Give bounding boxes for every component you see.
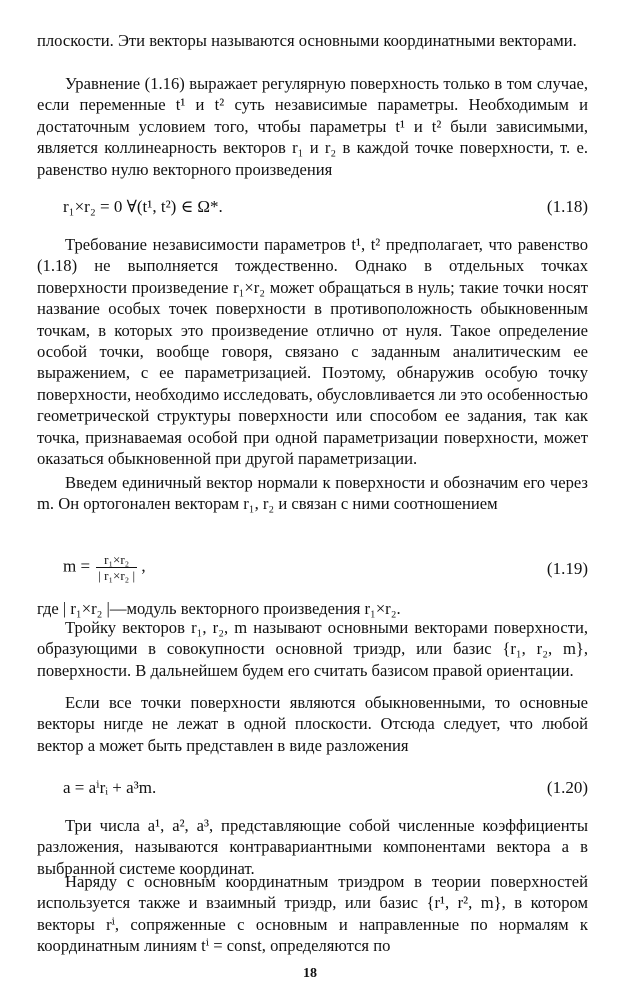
equation-1-20: [63, 777, 588, 801]
paragraph-triad: Тройку векторов r₁, r₂, m называют основными векторами поверхности, образующими в совокупности основной триэдр, или базис {r₁, r₂, m}, поверхности. В дальнейшем будем его считать базисом правой ориентации.: [37, 618, 588, 680]
equation-1-20-number: (1.20): [546, 778, 588, 797]
fraction: [96, 552, 137, 583]
equation-1-20-expression: a = aⁱrᵢ + a³m.: [63, 778, 157, 797]
paragraph-reciprocal-triad: Наряду с основным координатным триэдром в теории поверхностей используется также и взаимный триэдр, или базис {r¹, r², m}, в котором векторы rⁱ, сопряженные с основным и направленные по нормалям к координатным линиям tⁱ = const, определяются по: [37, 872, 588, 956]
equation-1-19-comma: ,: [141, 556, 146, 576]
paragraph-normal-vector: Введем единичный вектор нормали к поверхности и обозначим его через m. Он ортогонален векторам r₁, r₂ и связан с ними соотношением: [37, 473, 588, 514]
equation-1-19-expression: [63, 552, 146, 583]
paragraph-singular-points: Требование независимости параметров t¹, t² предполагает, что равенство (1.18) не выполняется тождественно. Однако в отдельных точках поверхности произведение r₁×r₂ может обращаться в нуль; такие точки носят название особых точек поверхности в противоположность обыкновенным точкам, в которых это произведение отлично от нуля. Такое определение особой точки, вообще говоря, связано с заданным аналитическим ее выражением, с ее параметризацией. Поэтому, обнаружив особую точку поверхности, необходимо исследовать, обусловливается ли это особенностью геометрической структуры поверхности или способом ее задания, так как точка, признаваемая особой при одной параметризации поверхности, может оказаться обыкновенной при другой параметризации.: [37, 235, 588, 469]
equation-1-18-expression: r₁×r₂ = 0 ∀(t¹, t²) ∈ Ω*.: [63, 197, 223, 216]
paragraph-intro: плоскости. Эти векторы называются основными координатными векторами.: [37, 31, 577, 50]
equation-1-19-number: (1.19): [546, 559, 588, 578]
paragraph-contravariant: Три числа a¹, a², a³, представляющие собой численные коэффициенты разложения, называются контравариантными компонентами вектора a в выбранной системе координат.: [37, 816, 588, 878]
equation-1-19-lhs: m =: [63, 556, 91, 576]
equation-1-18: [63, 196, 588, 220]
fraction-numerator: r₁×r₂: [96, 552, 137, 568]
fraction-denominator: | r₁×r₂ |: [98, 568, 136, 583]
equation-1-18-number: (1.18): [546, 197, 588, 216]
paragraph-modulus: где | r₁×r₂ |—модуль векторного произведения r₁×r₂.: [37, 599, 401, 618]
paragraph-decomposition: Если все точки поверхности являются обыкновенными, то основные векторы нигде не лежат в одной плоскости. Отсюда следует, что любой вектор a может быть представлен в виде разложения: [37, 693, 588, 755]
equation-1-19: [63, 552, 588, 586]
page-number: 18: [303, 966, 317, 981]
paragraph-regular-surface: Уравнение (1.16) выражает регулярную поверхность только в том случае, если переменные t¹ и t² суть независимые параметры. Необходимым и достаточным условием того, чтобы параметры t¹ и t² были зависимыми, является коллинеарность векторов r₁ и r₂ в каждой точке поверхности, т. е. равенство нулю векторного произведения: [37, 74, 588, 179]
